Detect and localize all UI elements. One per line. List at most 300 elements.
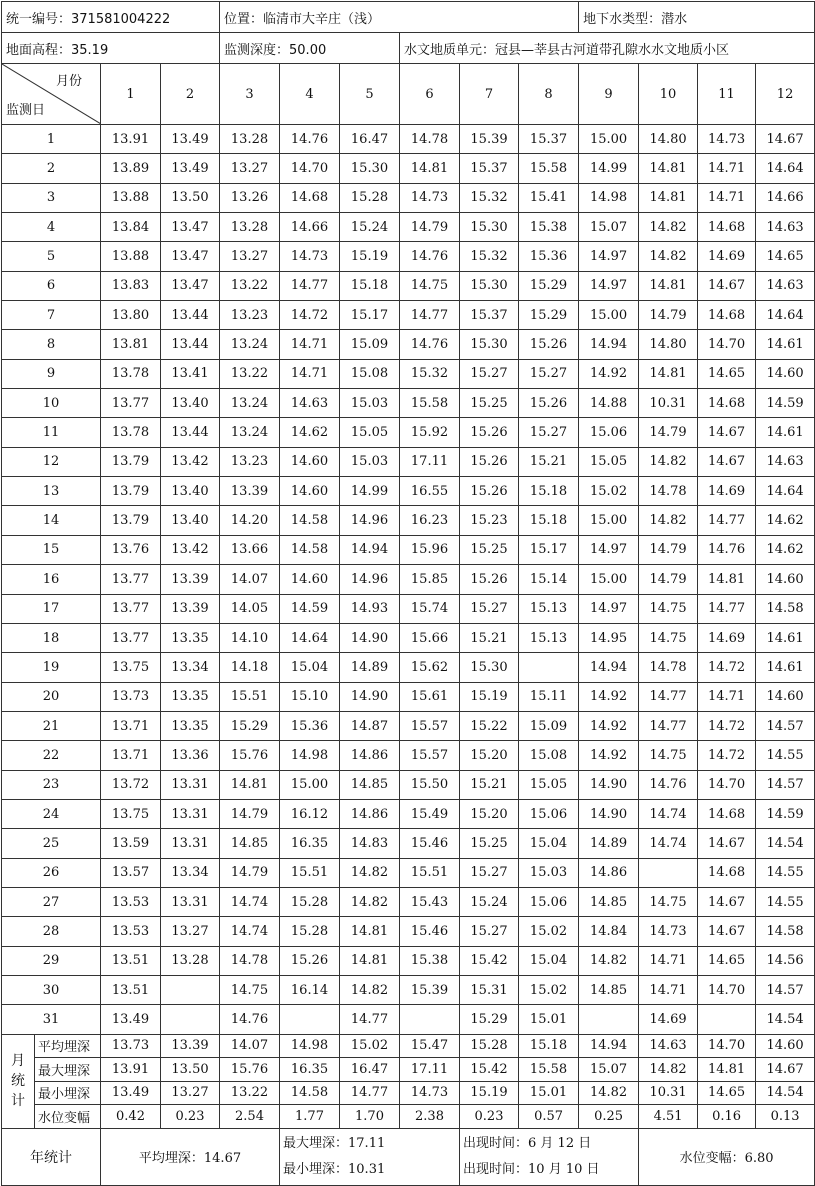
depth-cell: 15.32 xyxy=(460,183,519,212)
depth-cell: 15.26 xyxy=(460,565,519,594)
depth-cell: 13.35 xyxy=(161,711,220,740)
depth-cell: 14.67 xyxy=(698,829,756,858)
station-location: 位置：临清市大辛庄（浅） xyxy=(220,2,579,33)
depth-cell: 13.27 xyxy=(220,242,280,271)
depth-cell: 15.21 xyxy=(460,770,519,799)
depth-cell: 14.94 xyxy=(340,535,400,564)
depth-cell: 14.56 xyxy=(756,946,815,975)
depth-cell: 14.90 xyxy=(340,623,400,652)
depth-cell: 13.77 xyxy=(101,389,161,418)
depth-cell: 13.79 xyxy=(101,506,161,535)
depth-cell: 15.01 xyxy=(519,1005,579,1034)
depth-cell: 15.43 xyxy=(400,887,460,916)
depth-cell: 15.28 xyxy=(340,183,400,212)
stat-cell: 13.22 xyxy=(220,1081,280,1105)
depth-cell: 15.46 xyxy=(400,917,460,946)
depth-cell: 15.37 xyxy=(519,125,579,154)
depth-cell: 14.76 xyxy=(698,535,756,564)
day-number: 11 xyxy=(2,418,101,447)
depth-cell: 15.38 xyxy=(400,946,460,975)
ground-elevation: 地面高程：35.19 xyxy=(2,33,220,64)
depth-cell: 15.39 xyxy=(400,975,460,1004)
stat-cell: 14.82 xyxy=(639,1058,698,1082)
depth-cell: 15.49 xyxy=(400,799,460,828)
depth-cell: 14.75 xyxy=(639,887,698,916)
depth-cell: 13.28 xyxy=(220,125,280,154)
depth-cell: 15.74 xyxy=(400,594,460,623)
month-stat-row xyxy=(2,1058,815,1082)
depth-cell: 15.27 xyxy=(460,594,519,623)
depth-cell: 15.27 xyxy=(460,917,519,946)
depth-cell: 13.81 xyxy=(101,330,161,359)
depth-cell: 13.78 xyxy=(101,359,161,388)
depth-cell: 15.00 xyxy=(579,506,639,535)
depth-cell: 13.88 xyxy=(101,242,161,271)
depth-cell: 14.84 xyxy=(579,917,639,946)
depth-cell: 13.77 xyxy=(101,594,161,623)
table-row xyxy=(2,242,815,271)
depth-cell: 14.10 xyxy=(220,623,280,652)
month-stats-label xyxy=(2,1034,35,1128)
depth-cell: 15.27 xyxy=(519,359,579,388)
hydrogeologic-unit: 水文地质单元：冠县—莘县古河道带孔隙水水文地质小区 xyxy=(400,33,815,64)
year-min-depth: 最小埋深：10.31 xyxy=(283,1161,386,1177)
depth-cell: 17.11 xyxy=(400,447,460,476)
depth-cell: 14.94 xyxy=(579,330,639,359)
table-row xyxy=(2,125,815,154)
day-number: 26 xyxy=(2,858,101,887)
table-row xyxy=(2,770,815,799)
depth-cell: 13.71 xyxy=(101,741,161,770)
depth-cell: 13.28 xyxy=(220,213,280,242)
depth-cell: 15.31 xyxy=(460,975,519,1004)
year-extremes xyxy=(280,1128,460,1185)
depth-cell: 15.25 xyxy=(460,389,519,418)
depth-cell: 14.89 xyxy=(340,653,400,682)
depth-cell: 13.40 xyxy=(161,389,220,418)
depth-cell: 15.19 xyxy=(340,242,400,271)
depth-cell: 14.59 xyxy=(756,799,815,828)
depth-cell: 14.98 xyxy=(579,183,639,212)
depth-cell: 13.40 xyxy=(161,506,220,535)
depth-cell: 15.27 xyxy=(460,359,519,388)
stat-cell: 14.82 xyxy=(579,1081,639,1105)
month-header: 1 xyxy=(101,64,161,125)
depth-cell: 13.91 xyxy=(101,125,161,154)
depth-cell: 15.03 xyxy=(340,389,400,418)
depth-cell: 15.24 xyxy=(340,213,400,242)
depth-cell: 15.19 xyxy=(460,682,519,711)
depth-cell: 15.10 xyxy=(280,682,340,711)
depth-cell: 15.05 xyxy=(340,418,400,447)
depth-cell: 15.02 xyxy=(519,917,579,946)
depth-cell: 14.60 xyxy=(756,682,815,711)
depth-cell: 13.49 xyxy=(101,1005,161,1034)
year-stats-label: 年统计 xyxy=(2,1128,101,1185)
year-max-depth: 最大埋深：17.11 xyxy=(283,1135,386,1151)
depth-cell: 15.22 xyxy=(460,711,519,740)
stat-cell: 14.81 xyxy=(698,1058,756,1082)
depth-cell: 14.81 xyxy=(340,917,400,946)
depth-cell: 14.58 xyxy=(280,506,340,535)
month-stats-label-char: 月 xyxy=(11,1053,25,1070)
depth-cell: 14.77 xyxy=(340,1005,400,1034)
month-stats-label-char: 计 xyxy=(11,1093,25,1110)
depth-cell: 14.72 xyxy=(280,301,340,330)
month-header: 8 xyxy=(519,64,579,125)
depth-cell: 15.30 xyxy=(460,653,519,682)
stat-cell: 13.27 xyxy=(161,1081,220,1105)
groundwater-type: 地下水类型：潜水 xyxy=(579,2,815,33)
depth-cell: 14.61 xyxy=(756,330,815,359)
depth-cell: 14.07 xyxy=(220,565,280,594)
depth-cell: 13.44 xyxy=(161,301,220,330)
depth-cell: 14.18 xyxy=(220,653,280,682)
depth-cell: 13.42 xyxy=(161,447,220,476)
depth-cell: 14.90 xyxy=(579,770,639,799)
depth-cell: 14.99 xyxy=(579,154,639,183)
depth-cell: 14.92 xyxy=(579,741,639,770)
depth-cell: 15.41 xyxy=(519,183,579,212)
depth-cell: 14.65 xyxy=(756,242,815,271)
table-row xyxy=(2,829,815,858)
depth-cell: 15.29 xyxy=(460,1005,519,1034)
depth-cell: 15.25 xyxy=(460,535,519,564)
depth-cell: 15.26 xyxy=(460,418,519,447)
depth-cell: 15.37 xyxy=(460,154,519,183)
depth-cell: 14.70 xyxy=(698,770,756,799)
depth-cell: 14.62 xyxy=(280,418,340,447)
depth-cell: 15.36 xyxy=(519,242,579,271)
depth-cell: 15.57 xyxy=(400,741,460,770)
depth-cell: 13.22 xyxy=(220,359,280,388)
depth-cell: 13.23 xyxy=(220,447,280,476)
stat-cell: 0.57 xyxy=(519,1105,579,1129)
depth-cell: 15.11 xyxy=(519,682,579,711)
groundwater-monitoring-table xyxy=(1,1,815,1186)
depth-cell: 15.51 xyxy=(220,682,280,711)
depth-cell: 15.05 xyxy=(579,447,639,476)
stat-cell: 0.23 xyxy=(460,1105,519,1129)
depth-cell: 13.78 xyxy=(101,418,161,447)
table-row xyxy=(2,741,815,770)
depth-cell: 13.42 xyxy=(161,535,220,564)
info-row-2 xyxy=(2,33,815,64)
stat-cell: 10.31 xyxy=(639,1081,698,1105)
month-header: 10 xyxy=(639,64,698,125)
monitoring-depth: 监测深度：50.00 xyxy=(220,33,400,64)
depth-cell: 14.57 xyxy=(756,711,815,740)
depth-cell: 14.97 xyxy=(579,594,639,623)
depth-cell xyxy=(519,653,579,682)
depth-cell: 14.86 xyxy=(340,799,400,828)
depth-cell: 14.64 xyxy=(756,301,815,330)
depth-cell: 14.63 xyxy=(280,389,340,418)
depth-cell: 15.27 xyxy=(460,858,519,887)
depth-cell: 14.58 xyxy=(280,535,340,564)
depth-cell: 13.31 xyxy=(161,829,220,858)
depth-cell: 14.79 xyxy=(220,858,280,887)
depth-cell: 14.70 xyxy=(698,330,756,359)
depth-cell: 15.92 xyxy=(400,418,460,447)
depth-cell: 14.81 xyxy=(639,183,698,212)
day-number: 15 xyxy=(2,535,101,564)
depth-cell: 15.30 xyxy=(460,271,519,300)
table-row xyxy=(2,271,815,300)
depth-cell: 14.77 xyxy=(400,301,460,330)
depth-cell: 15.03 xyxy=(519,858,579,887)
stat-label: 水位变幅 xyxy=(35,1105,101,1129)
depth-cell: 15.08 xyxy=(340,359,400,388)
stat-cell: 0.16 xyxy=(698,1105,756,1129)
depth-cell: 14.60 xyxy=(756,359,815,388)
depth-cell: 14.85 xyxy=(579,975,639,1004)
day-number: 22 xyxy=(2,741,101,770)
depth-cell: 14.78 xyxy=(220,946,280,975)
depth-cell: 15.02 xyxy=(579,477,639,506)
day-number: 12 xyxy=(2,447,101,476)
depth-cell: 14.68 xyxy=(698,858,756,887)
depth-cell xyxy=(639,858,698,887)
depth-cell: 14.76 xyxy=(400,242,460,271)
depth-cell: 14.54 xyxy=(756,829,815,858)
depth-cell: 13.31 xyxy=(161,770,220,799)
day-number: 4 xyxy=(2,213,101,242)
depth-cell: 13.44 xyxy=(161,330,220,359)
depth-cell: 15.02 xyxy=(519,975,579,1004)
depth-cell: 14.73 xyxy=(280,242,340,271)
depth-cell: 14.96 xyxy=(340,506,400,535)
depth-cell: 13.39 xyxy=(220,477,280,506)
depth-cell: 15.26 xyxy=(460,447,519,476)
depth-cell: 15.20 xyxy=(460,799,519,828)
stat-cell: 15.07 xyxy=(579,1058,639,1082)
depth-cell: 16.14 xyxy=(280,975,340,1004)
day-number: 27 xyxy=(2,887,101,916)
depth-cell: 14.92 xyxy=(579,711,639,740)
depth-cell: 14.60 xyxy=(280,447,340,476)
depth-cell: 14.97 xyxy=(579,535,639,564)
depth-cell: 13.31 xyxy=(161,887,220,916)
depth-cell: 14.96 xyxy=(340,565,400,594)
table-row xyxy=(2,301,815,330)
depth-cell: 14.70 xyxy=(280,154,340,183)
stat-label: 最小埋深 xyxy=(35,1081,101,1105)
stat-cell: 13.39 xyxy=(161,1034,220,1058)
stat-cell: 14.67 xyxy=(756,1058,815,1082)
depth-cell: 13.26 xyxy=(220,183,280,212)
depth-cell xyxy=(698,1005,756,1034)
depth-cell: 15.25 xyxy=(460,829,519,858)
month-header: 7 xyxy=(460,64,519,125)
depth-cell: 15.09 xyxy=(519,711,579,740)
depth-cell: 15.21 xyxy=(519,447,579,476)
depth-cell: 14.66 xyxy=(756,183,815,212)
depth-cell: 15.66 xyxy=(400,623,460,652)
info-row-1 xyxy=(2,2,815,33)
month-header: 6 xyxy=(400,64,460,125)
depth-cell: 14.64 xyxy=(756,154,815,183)
depth-cell: 15.03 xyxy=(340,447,400,476)
depth-cell: 14.79 xyxy=(639,535,698,564)
depth-cell: 13.40 xyxy=(161,477,220,506)
stat-cell: 14.54 xyxy=(756,1081,815,1105)
stat-cell: 15.01 xyxy=(519,1081,579,1105)
depth-cell: 15.28 xyxy=(280,887,340,916)
table-row xyxy=(2,565,815,594)
depth-cell: 14.81 xyxy=(698,565,756,594)
depth-cell: 13.51 xyxy=(101,975,161,1004)
depth-cell: 15.26 xyxy=(519,330,579,359)
depth-cell: 15.46 xyxy=(400,829,460,858)
depth-cell: 14.61 xyxy=(756,653,815,682)
depth-cell: 14.81 xyxy=(639,271,698,300)
stat-cell: 13.50 xyxy=(161,1058,220,1082)
depth-cell: 15.57 xyxy=(400,711,460,740)
depth-cell: 14.58 xyxy=(756,917,815,946)
depth-cell: 15.32 xyxy=(460,242,519,271)
depth-cell: 14.69 xyxy=(698,242,756,271)
depth-cell: 14.71 xyxy=(639,975,698,1004)
depth-cell: 15.07 xyxy=(579,213,639,242)
depth-cell: 15.18 xyxy=(519,477,579,506)
depth-cell xyxy=(400,1005,460,1034)
depth-cell: 13.47 xyxy=(161,242,220,271)
depth-cell: 13.57 xyxy=(101,858,161,887)
depth-cell: 14.68 xyxy=(280,183,340,212)
depth-cell: 14.60 xyxy=(280,477,340,506)
depth-cell: 13.24 xyxy=(220,418,280,447)
stat-cell: 1.77 xyxy=(280,1105,340,1129)
table-row xyxy=(2,154,815,183)
depth-cell: 14.89 xyxy=(579,829,639,858)
depth-cell: 14.76 xyxy=(639,770,698,799)
depth-cell: 15.36 xyxy=(280,711,340,740)
depth-cell: 13.34 xyxy=(161,653,220,682)
depth-cell xyxy=(161,1005,220,1034)
month-stat-row xyxy=(2,1105,815,1129)
depth-cell: 14.58 xyxy=(756,594,815,623)
depth-cell: 14.55 xyxy=(756,858,815,887)
depth-cell: 14.72 xyxy=(698,653,756,682)
depth-cell: 14.71 xyxy=(280,359,340,388)
depth-cell: 14.57 xyxy=(756,975,815,1004)
depth-cell: 14.81 xyxy=(639,359,698,388)
depth-cell: 14.67 xyxy=(698,447,756,476)
depth-cell: 15.26 xyxy=(280,946,340,975)
depth-cell: 14.76 xyxy=(280,125,340,154)
depth-cell: 13.34 xyxy=(161,858,220,887)
depth-cell: 15.26 xyxy=(460,477,519,506)
stat-cell: 14.07 xyxy=(220,1034,280,1058)
day-number: 23 xyxy=(2,770,101,799)
depth-cell: 15.06 xyxy=(579,418,639,447)
table-row xyxy=(2,213,815,242)
depth-cell: 13.22 xyxy=(220,271,280,300)
day-number: 28 xyxy=(2,917,101,946)
year-extreme-times xyxy=(460,1128,639,1185)
depth-cell: 13.47 xyxy=(161,271,220,300)
table-row xyxy=(2,506,815,535)
depth-cell: 14.79 xyxy=(639,565,698,594)
depth-cell: 14.59 xyxy=(280,594,340,623)
max-depth-time: 出现时间：6 月 12 日 xyxy=(463,1135,592,1151)
depth-cell: 14.82 xyxy=(639,447,698,476)
stat-cell: 15.47 xyxy=(400,1034,460,1058)
depth-cell: 13.39 xyxy=(161,594,220,623)
depth-cell: 13.50 xyxy=(161,183,220,212)
depth-cell: 13.28 xyxy=(161,946,220,975)
day-number: 7 xyxy=(2,301,101,330)
stat-cell: 14.65 xyxy=(698,1081,756,1105)
stat-cell: 16.35 xyxy=(280,1058,340,1082)
day-number: 31 xyxy=(2,1005,101,1034)
depth-cell xyxy=(280,1005,340,1034)
depth-cell: 14.71 xyxy=(698,154,756,183)
day-number: 24 xyxy=(2,799,101,828)
stat-cell: 2.54 xyxy=(220,1105,280,1129)
depth-cell: 15.06 xyxy=(519,799,579,828)
depth-cell: 13.89 xyxy=(101,154,161,183)
depth-cell: 16.12 xyxy=(280,799,340,828)
stat-cell: 14.98 xyxy=(280,1034,340,1058)
depth-cell: 14.85 xyxy=(340,770,400,799)
depth-cell: 14.54 xyxy=(756,1005,815,1034)
depth-cell: 14.81 xyxy=(340,946,400,975)
depth-cell: 14.86 xyxy=(579,858,639,887)
depth-cell: 14.90 xyxy=(340,682,400,711)
depth-cell: 15.14 xyxy=(519,565,579,594)
depth-cell: 15.58 xyxy=(519,154,579,183)
depth-cell: 15.39 xyxy=(460,125,519,154)
stat-cell: 14.94 xyxy=(579,1034,639,1058)
depth-cell: 14.71 xyxy=(698,682,756,711)
stat-cell: 2.38 xyxy=(400,1105,460,1129)
depth-cell: 13.27 xyxy=(161,917,220,946)
depth-cell: 14.69 xyxy=(639,1005,698,1034)
day-number: 25 xyxy=(2,829,101,858)
depth-cell: 14.99 xyxy=(340,477,400,506)
stat-cell: 14.60 xyxy=(756,1034,815,1058)
stat-cell: 15.19 xyxy=(460,1081,519,1105)
depth-cell: 14.61 xyxy=(756,623,815,652)
depth-cell: 15.00 xyxy=(579,565,639,594)
depth-cell: 13.36 xyxy=(161,741,220,770)
depth-cell: 14.75 xyxy=(639,741,698,770)
depth-cell: 15.09 xyxy=(340,330,400,359)
depth-cell: 13.27 xyxy=(220,154,280,183)
depth-cell: 15.00 xyxy=(579,125,639,154)
stat-cell: 15.58 xyxy=(519,1058,579,1082)
day-number: 2 xyxy=(2,154,101,183)
table-row xyxy=(2,477,815,506)
depth-cell: 14.59 xyxy=(756,389,815,418)
depth-cell: 14.68 xyxy=(698,213,756,242)
depth-cell: 15.42 xyxy=(460,946,519,975)
depth-cell: 13.49 xyxy=(161,154,220,183)
stat-cell: 0.25 xyxy=(579,1105,639,1129)
depth-cell: 14.74 xyxy=(220,917,280,946)
depth-cell: 13.35 xyxy=(161,623,220,652)
table-row xyxy=(2,653,815,682)
depth-cell: 15.30 xyxy=(460,330,519,359)
depth-cell: 15.18 xyxy=(340,271,400,300)
stat-cell: 13.49 xyxy=(101,1081,161,1105)
stat-cell: 14.63 xyxy=(639,1034,698,1058)
depth-cell: 13.84 xyxy=(101,213,161,242)
depth-cell: 13.79 xyxy=(101,477,161,506)
stat-cell: 1.70 xyxy=(340,1105,400,1129)
